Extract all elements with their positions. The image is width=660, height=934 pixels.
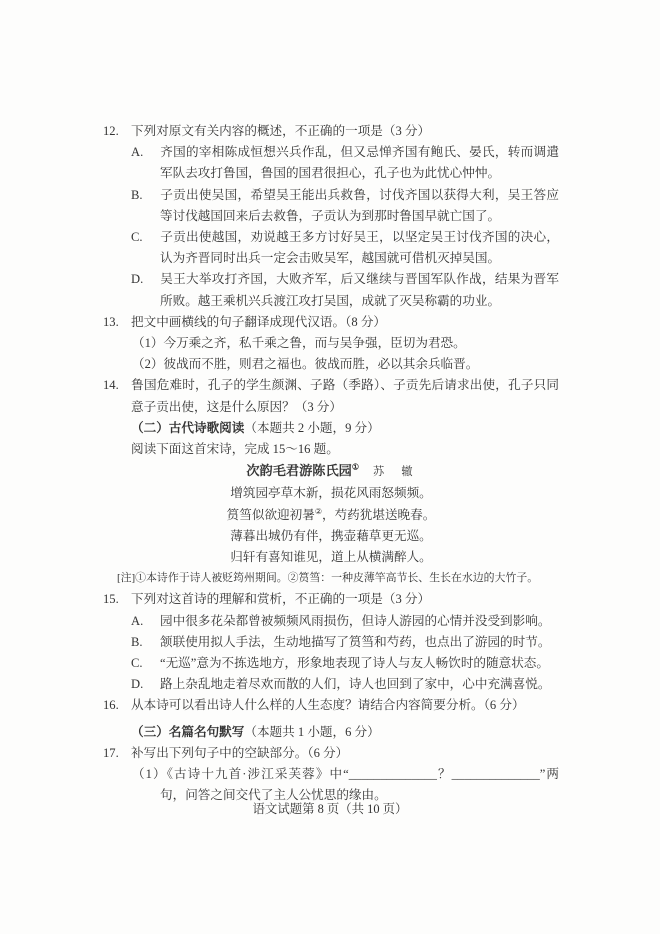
question-13-number: 13. [103, 314, 119, 329]
question-17-stem [103, 743, 559, 764]
option-text: 路上杂乱地走着尽欢而散的人们，诗人也回到了家中，心中充满喜悦。 [160, 677, 551, 692]
question-13-text: 把文中画横线的句子翻译成现代汉语。（8 分） [131, 314, 387, 329]
option-label: B. [131, 634, 143, 649]
section-3-title: （三）名篇名句默写 [131, 724, 245, 739]
question-17-number: 17. [103, 745, 119, 760]
question-15-option-b [103, 632, 559, 653]
question-15-option-d [103, 674, 559, 695]
poem-line-3 [103, 526, 559, 547]
option-text: “无巡”意为不拣选地方，形象地表现了诗人与友人畅饮时的随意状态。 [160, 656, 549, 671]
section-3-heading [103, 722, 559, 743]
question-12-option-c [103, 227, 559, 269]
poem-title-text: 次韵毛君游陈氏园 [246, 463, 352, 479]
poem-author: 苏 辙 [373, 466, 416, 479]
question-12-stem [103, 121, 559, 142]
item-text: （2）彼战而不胜，则君之福也。彼战而胜，必以其余兵临晋。 [132, 357, 479, 372]
question-14-text: 鲁国危难时，孔子的学生颜渊、子路（季路）、子贡先后请求出使，孔子只同意子贡出使，这是什么原因？（3 分） [131, 378, 559, 414]
poem-line-text: 增筑园亭草木新，损花风雨怒频频。 [230, 486, 432, 501]
poem-line-text: ，芍药犹堪送晚春。 [321, 507, 436, 522]
item-text: （1）今万乘之齐，私千乘之鲁，而与吴争强，臣切为君恐。 [132, 336, 466, 351]
option-text: 吴王大举攻打齐国，大败齐军，后又继续与晋国军队作战，结果为晋军所败。越王乘机兴兵渡江攻打吴国，成就了灭吴称霸的功业。 [160, 272, 559, 308]
poem-line-2 [103, 505, 559, 526]
question-16-number: 16. [103, 698, 119, 713]
question-12-option-a [103, 142, 559, 184]
section-3-suffix: （本题共 1 小题，6 分） [244, 724, 380, 739]
question-13-stem [103, 312, 559, 333]
section-2-title: （二）古代诗歌阅读 [131, 420, 245, 435]
question-15-text: 下列对这首诗的理解和赏析，不正确的一项是（3 分） [131, 592, 431, 607]
question-12-text: 下列对原文有关内容的概述，不正确的一项是（3 分） [131, 124, 431, 138]
question-15-number: 15. [103, 592, 119, 607]
option-label: C. [131, 656, 143, 671]
poem-note-mark: ② [314, 506, 322, 516]
option-label: A. [131, 145, 144, 160]
poem-title [103, 460, 559, 483]
option-text: 园中很多花朵都曾被频频风雨损伤，但诗人游园的心情并没受到影响。 [160, 613, 551, 628]
option-label: C. [131, 230, 143, 245]
question-14-stem [103, 375, 559, 417]
question-12-option-b [103, 185, 559, 227]
section-2-heading [103, 418, 559, 439]
question-17-text: 补写出下列句子中的空缺部分。（6 分） [131, 745, 349, 760]
option-label: D. [131, 272, 144, 287]
page-footer [0, 799, 660, 817]
intro-text: 阅读下面这首宋诗，完成 15～16 题。 [131, 442, 339, 457]
item-text: （1）《古诗十九首·涉江采芙蓉》中“______________？______________”两句，问答之间交代了主人公忧思的缘由。 [132, 767, 559, 803]
question-15-stem [103, 589, 559, 610]
section-2-suffix: （本题共 2 小题，9 分） [244, 420, 380, 435]
option-text: 子贡出使越国，劝说越王多方讨好吴王，以坚定吴王讨伐齐国的决心，认为齐晋同时出兵一定会击败吴军，越国就可借机灭掉吴国。 [160, 230, 559, 266]
question-13-item-1 [103, 333, 559, 354]
poem-line-text: 薄暮出城仍有伴，携壶藉草更无巡。 [230, 528, 432, 543]
page-footer-text: 语文试题第 8 页（共 10 页） [252, 802, 408, 816]
question-15-option-c [103, 653, 559, 674]
question-12-number: 12. [103, 124, 119, 138]
exam-content [103, 121, 559, 807]
question-15-option-a [103, 611, 559, 632]
option-label: B. [131, 187, 143, 202]
option-label: A. [131, 613, 144, 628]
question-16-text: 从本诗可以看出诗人什么样的人生态度？请结合内容简要分析。（6 分） [131, 698, 525, 713]
option-text: 颔联使用拟人手法，生动地描写了筼筜和芍药，也点出了游园的时节。 [160, 634, 551, 649]
poem-line-4 [103, 547, 559, 568]
poem-title-note-mark: ① [351, 462, 360, 472]
option-text: 子贡出使吴国，希望吴王能出兵救鲁，讨伐齐国以获得大利，吴王答应等讨伐越国回来后去救鲁，子贡认为到那时鲁国早就亡国了。 [160, 187, 559, 223]
question-14-number: 14. [103, 378, 119, 393]
question-12-option-d [103, 269, 559, 311]
option-text: 齐国的宰相陈成恒想兴兵作乱，但又忌惮齐国有鲍氏、晏氏，转而调遣军队去攻打鲁国，鲁国的国君很担心，孔子也为此忧心忡忡。 [160, 145, 559, 181]
poem-line-1 [103, 483, 559, 504]
question-16-stem [103, 695, 559, 716]
poem-line-text: 归轩有喜知谁见，道上从横满醉人。 [230, 550, 432, 565]
poem-footnote [117, 568, 559, 589]
footnote-text: [注]①本诗作于诗人被贬筠州期间。②筼筜：一种皮薄竿高节长、生长在水边的大竹子。 [117, 572, 539, 585]
poem-line-text: 筼筜似欲迎初暑 [226, 507, 315, 522]
section-2-intro [103, 439, 559, 460]
option-label: D. [131, 677, 144, 692]
question-13-item-2 [103, 354, 559, 375]
